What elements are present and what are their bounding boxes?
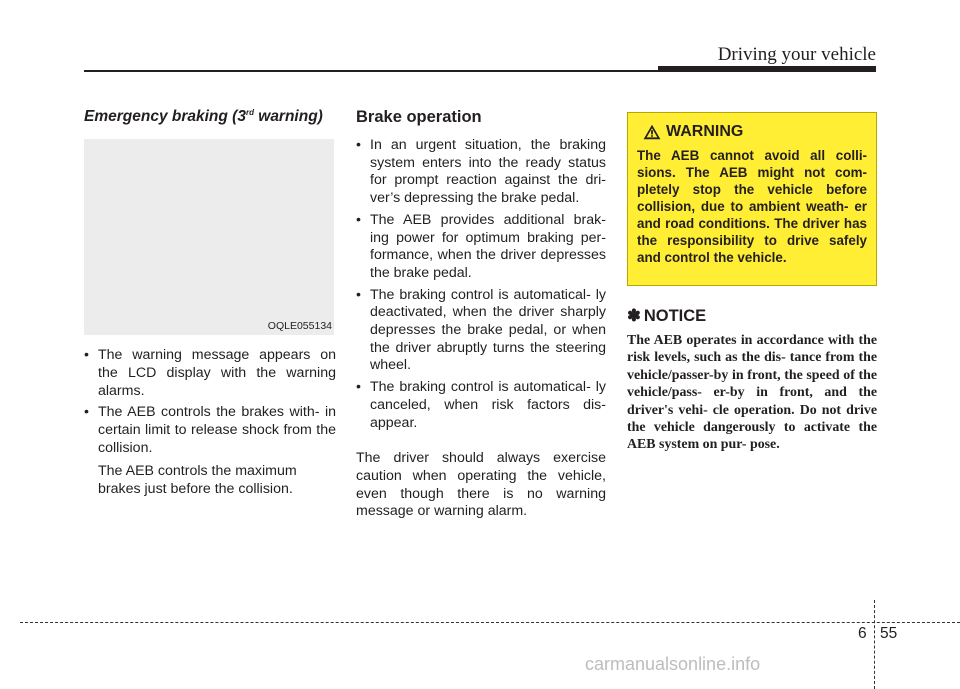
warning-triangle-icon [643,124,661,140]
notice-text: The AEB operates in accordance with the risk levels, such as the dis- tance from the vehicle/passer-by in front, the speed of the vehicle/pass- er-by in front, and the driver's vehi- cle operation. Do not drive the vehicle dangerously to activate the AEB system on pur- pose. [627,333,877,453]
list-item: • In an urgent situation, the braking system enters into the ready status for prompt reaction against the dri- ver’s depressing the brake pedal. [356,137,606,208]
body-paragraph: The driver should always exercise caution when operating the vehicle, even though there is no warning message or warning alarm. [356,450,606,520]
heading-text: Emergency braking (3 [84,108,246,126]
column-middle [356,108,606,521]
heading-text-suffix: warning) [253,108,323,126]
warning-heading [643,123,867,141]
list-item: • The warning message appears on the LCD display with the warning alarms. [84,347,336,400]
header-rule-accent [658,66,876,72]
notice-heading [627,306,877,326]
column-right [627,112,877,454]
list-item: • The AEB controls the brakes with- in certain limit to release shock from the collision. [84,404,336,457]
illustration-image [84,139,334,335]
page-number: 55 [880,625,898,642]
bullet-list [84,347,336,457]
warning-text: The AEB cannot avoid all colli- sions. The AEB might not com- pletely stop the vehicle before collision, due to ambient weath- er and road conditions. The driver has the responsibility to drive safely and control the vehicle. [637,148,867,265]
column-left [84,108,336,499]
section-heading-brake-operation: Brake operation [356,108,482,126]
list-item: • The AEB provides additional brak- ing power for optimum braking per- formance, when the driver depresses the brake pedal. [356,212,606,283]
section-heading-emergency-braking [84,108,336,126]
bullet-list [356,137,606,432]
running-header: Driving your vehicle [717,44,876,65]
watermark: carmanualsonline.info [585,654,761,674]
image-code: OQLE055134 [267,320,332,333]
warning-box [627,112,877,286]
footer-divider [20,622,960,623]
warning-title: WARNING [666,123,744,140]
list-item: • The braking control is automatical- ly deactivated, when the driver sharply depresses the brake pedal, or when the driver abruptly turns the steering wheel. [356,287,606,376]
footer-vertical-divider [874,600,875,689]
section-number: 6 [858,625,867,642]
heading-superscript: rd [245,108,254,117]
sub-paragraph: The AEB controls the maximum brakes just before the collision. [98,463,297,498]
list-item: • The braking control is automatical- ly canceled, when risk factors dis- appear. [356,379,606,432]
notice-title: NOTICE [643,306,707,325]
notice-star-icon: ✽ [627,307,641,325]
